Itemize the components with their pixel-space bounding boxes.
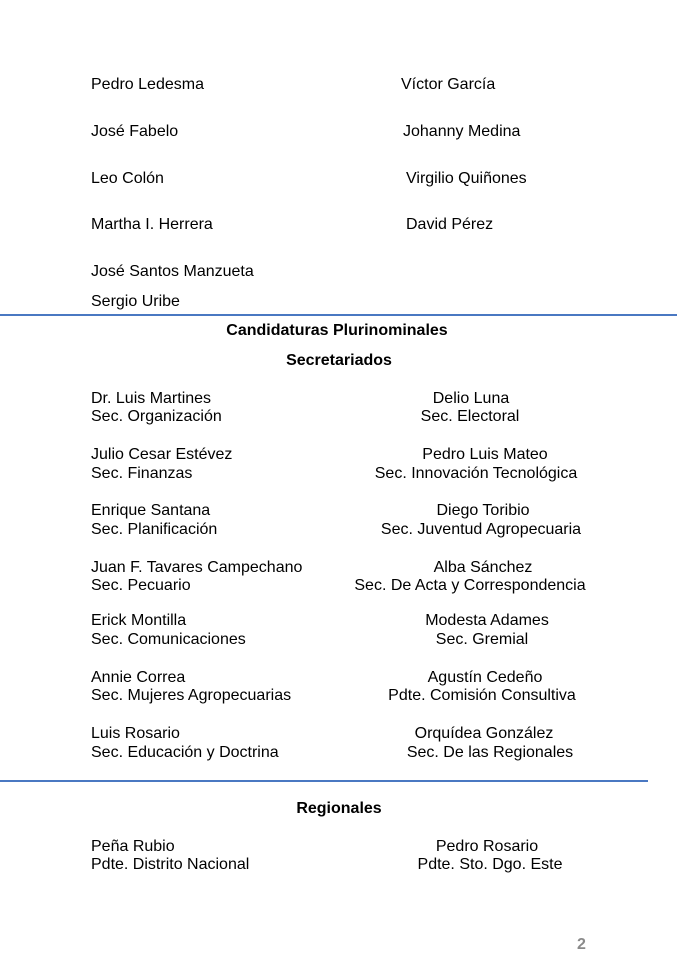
top-left-name-3: Leo Colón [91,170,164,187]
regional-name: Peña Rubio [91,838,175,855]
section-divider-2 [0,780,648,782]
secretary-role: Sec. Organización [91,408,222,425]
secretary-name: Alba Sánchez [433,559,533,576]
top-right-name-1: Víctor García [401,76,496,93]
top-left-name-2: José Fabelo [91,123,179,140]
secretary-role: Sec. Electoral [420,408,520,425]
top-left-name-1: Pedro Ledesma [91,76,204,93]
secretary-name: Pedro Luis Mateo [422,446,548,463]
regional-role: Pdte. Sto. Dgo. Este [417,856,563,873]
secretary-role: Sec. Finanzas [91,465,193,482]
secretary-role: Sec. Innovación Tecnológica [374,465,578,482]
plurinominales-heading: Candidaturas Plurinominales [226,322,448,339]
secretary-role: Sec. Planificación [91,521,218,538]
top-right-name-4: David Pérez [406,216,494,233]
secretary-role: Sec. Juventud Agropecuaria [380,521,582,538]
secretary-name: Diego Toribio [436,502,530,519]
secretary-role: Sec. Educación y Doctrina [91,744,279,761]
secretary-name: Juan F. Tavares Campechano [91,559,303,576]
secretary-name: Enrique Santana [91,502,211,519]
top-right-name-2: Johanny Medina [403,123,521,140]
secretary-role: Sec. De Acta y Correspondencia [354,577,586,594]
secretary-role: Sec. Comunicaciones [91,631,246,648]
page-number: 2 [577,936,586,953]
secretary-name: Orquídea González [414,725,554,742]
top-left-name-4: Martha I. Herrera [91,216,213,233]
secretary-role: Pdte. Comisión Consultiva [388,687,576,704]
secretary-name: Dr. Luis Martines [91,390,212,407]
secretary-role: Sec. Pecuario [91,577,191,594]
secretary-name: Julio Cesar Estévez [91,446,233,463]
secretary-name: Luis Rosario [91,725,180,742]
secretary-name: Modesta Adames [425,612,549,629]
top-right-name-3: Virgilio Quiñones [406,170,527,187]
secretary-name: Erick Montilla [91,612,187,629]
secretary-name: Delio Luna [432,390,510,407]
secretariados-subheading: Secretariados [286,352,392,369]
regional-name: Pedro Rosario [435,838,539,855]
secretary-name: Annie Correa [91,669,186,686]
top-left-name-6: Sergio Uribe [91,293,180,310]
secretary-name: Agustín Cedeño [427,669,543,686]
secretary-role: Sec. De las Regionales [406,744,574,761]
section-divider-1 [0,314,677,316]
secretary-role: Sec. Gremial [435,631,529,648]
secretary-role: Sec. Mujeres Agropecuarias [91,687,292,704]
top-left-name-5: José Santos Manzueta [91,263,254,280]
regional-role: Pdte. Distrito Nacional [91,856,250,873]
regionales-heading: Regionales [296,800,382,817]
